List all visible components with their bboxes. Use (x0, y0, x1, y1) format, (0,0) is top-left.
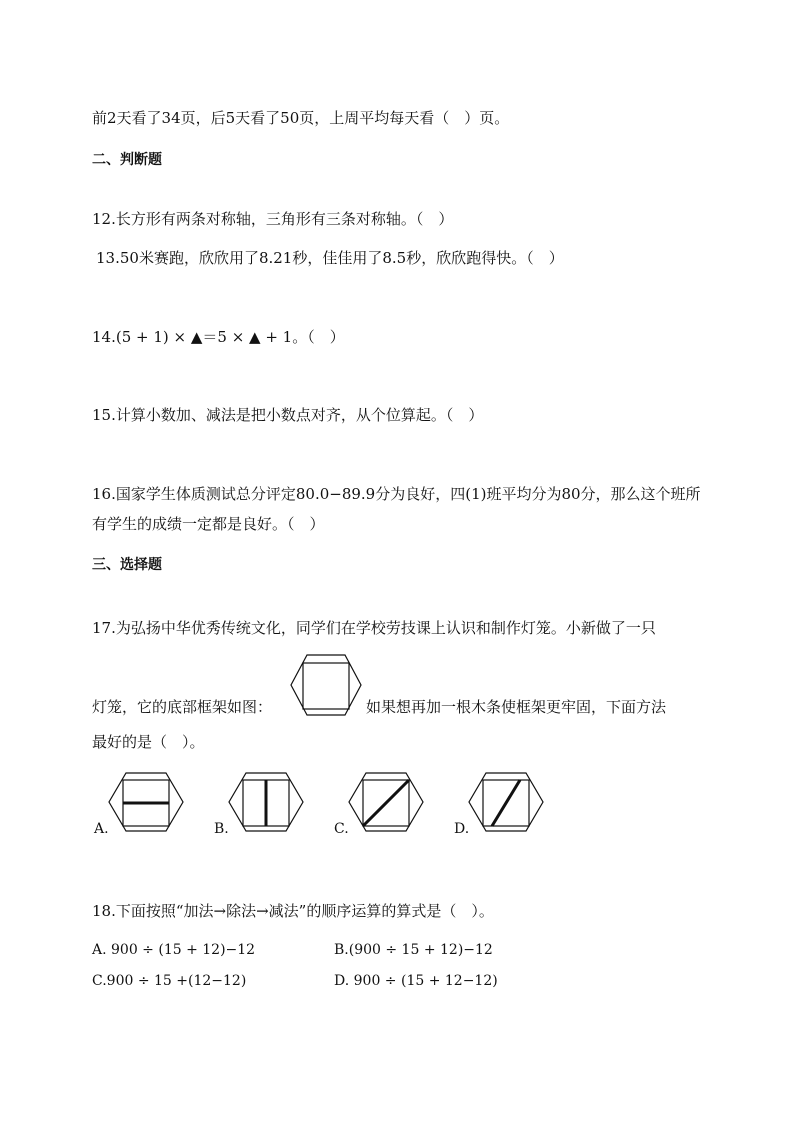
question-13: 13.50米赛跑，欣欣用了8.21秒，佳佳用了8.5秒，欣欣跑得快。（ ） (96, 249, 564, 267)
question-15: 15.计算小数加、减法是把小数点对齐，从个位算起。（ ） (92, 406, 484, 424)
lantern-frame-figure (289, 653, 363, 717)
option-d-figure (468, 772, 544, 832)
section-heading-choice: 三、选择题 (92, 557, 162, 573)
q11-tail: 前2天看了34页，后5天看了50页，上周平均每天看（ ）页。 (92, 109, 510, 127)
question-12: 12.长方形有两条对称轴，三角形有三条对称轴。（ ） (92, 210, 454, 228)
question-17-line2b: 如果想再加一根木条使框架更牢固，下面方法 (366, 698, 667, 716)
q18-option-c: C.900 ÷ 15 +(12−12) (92, 973, 247, 989)
question-18: 18.下面按照“加法→除法→减法”的顺序运算的算式是（ ）。 (92, 902, 494, 920)
option-b-label: B. (214, 821, 229, 837)
q18-option-d: D. 900 ÷ (15 + 12−12) (334, 973, 498, 989)
option-d-label: D. (454, 821, 470, 837)
q18-option-a: A. 900 ÷ (15 + 12)−12 (92, 942, 256, 958)
question-16-line2: 有学生的成绩一定都是良好。（ ） (92, 515, 325, 533)
question-14: 14.(5 + 1) × ▲＝5 × ▲ + 1。（ ） (92, 328, 345, 346)
option-c-label: C. (334, 821, 349, 837)
question-17-line1: 17.为弘扬中华优秀传统文化，同学们在学校劳技课上认识和制作灯笼。小新做了一只 (92, 619, 656, 637)
option-a-label: A. (94, 821, 109, 837)
option-b-figure (228, 772, 304, 832)
q18-option-b: B.(900 ÷ 15 + 12)−12 (334, 942, 493, 958)
option-a-figure (108, 772, 184, 832)
section-heading-judgement: 二、判断题 (92, 152, 162, 168)
question-17-line3: 最好的是（ ）。 (92, 733, 205, 751)
question-17-line2a: 灯笼，它的底部框架如图： (92, 698, 273, 716)
option-c-figure (348, 772, 424, 832)
question-16-line1: 16.国家学生体质测试总分评定80.0−89.9分为良好，四(1)班平均分为80分，那么这个班所 (92, 485, 701, 503)
